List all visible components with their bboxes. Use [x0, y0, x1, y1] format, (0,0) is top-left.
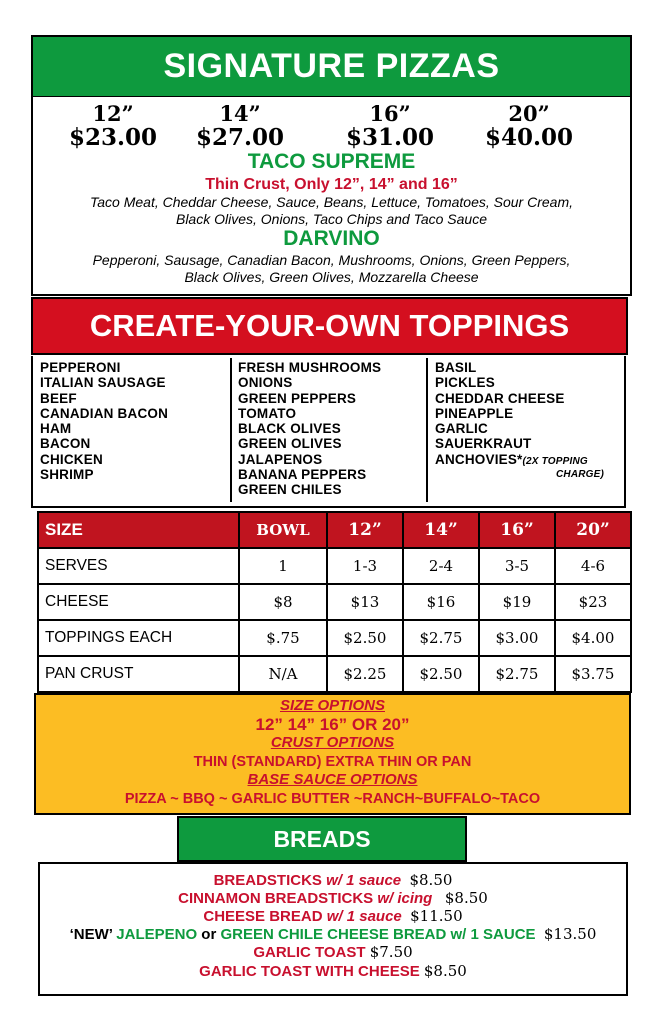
topping-item: PINEAPPLE [435, 405, 514, 421]
table-header-cell: 16” [479, 512, 555, 548]
table-cell: $.75 [239, 620, 327, 656]
sauce-options-values: PIZZA ~ BBQ ~ GARLIC BUTTER ~RANCH~BUFFALO~TACO [124, 790, 541, 807]
table-cell: 1-3 [327, 548, 403, 584]
breads-box [38, 862, 628, 996]
bread-item: GARLIC TOAST WITH CHEESE $8.50 [199, 962, 467, 980]
topping-item: SHRIMP [40, 467, 94, 483]
topping-item: GREEN PEPPERS [238, 390, 357, 406]
toppings-box [31, 356, 626, 508]
table-cell: $2.50 [327, 620, 403, 656]
topping-item: CHEDDAR CHEESE [435, 390, 565, 406]
topping-item: FRESH MUSHROOMS [238, 360, 382, 375]
topping-item: GREEN OLIVES [238, 436, 342, 452]
bread-item: BREADSTICKS w/ 1 sauce $8.50 [213, 871, 453, 889]
topping-item: ONIONS [238, 375, 293, 391]
table-cell: $2.50 [403, 656, 479, 692]
table-row [38, 656, 631, 692]
table-cell: 1 [239, 548, 327, 584]
bread-price: $11.50 [410, 907, 463, 925]
column-divider [426, 358, 428, 502]
pizza-name-darvino: DARVINO [283, 227, 380, 250]
topping-item: PEPPERONI [40, 360, 121, 375]
bread-price: $7.50 [369, 943, 413, 961]
crust-options-title: CRUST OPTIONS [270, 734, 395, 751]
size-price-14: 14” $27.00 [195, 101, 285, 151]
table-cell: $16 [403, 584, 479, 620]
table-cell: $8 [239, 584, 327, 620]
topping-item: GARLIC [435, 421, 488, 437]
size-options-title: SIZE OPTIONS [279, 697, 385, 714]
topping-item: JALAPENOS [238, 451, 323, 467]
pizza-name-taco-supreme: TACO SUPREME [247, 150, 416, 173]
topping-item: GREEN CHILES [238, 482, 342, 498]
anchovies-charge-note: (2X TOPPING [522, 455, 588, 467]
topping-item: BANANA PEPPERS [238, 467, 367, 483]
table-cell: TOPPINGS EACH [38, 620, 239, 656]
pizza-description-line: Pepperoni, Sausage, Canadian Bacon, Mushrooms, Onions, Green Peppers, [92, 252, 571, 268]
bread-price: $8.50 [444, 889, 488, 907]
table-cell: $3.75 [555, 656, 631, 692]
table-cell: 3-5 [479, 548, 555, 584]
section-title: BREADS [273, 825, 371, 852]
topping-item: CHICKEN [40, 451, 103, 467]
table-cell: CHEESE [38, 584, 239, 620]
toppings-column-1 [40, 360, 168, 482]
topping-item: HAM [40, 421, 72, 437]
table-cell: PAN CRUST [38, 656, 239, 692]
topping-item: BASIL [435, 360, 477, 375]
table-cell: $13 [327, 584, 403, 620]
table-cell: $4.00 [555, 620, 631, 656]
bread-price: $13.50 [543, 925, 597, 943]
table-header-row [38, 512, 631, 548]
table-row [38, 584, 631, 620]
bread-item: ‘NEW’ JALEPENO or GREEN CHILE CHEESE BREAD w/ 1 SAUCE $13.50 [69, 925, 597, 943]
pizza-description-line: Black Olives, Green Olives, Mozzarella Cheese [184, 269, 479, 285]
crust-options-values: THIN (STANDARD) EXTRA THIN OR PAN [193, 753, 472, 770]
anchovies-charge-note: CHARGE) [556, 469, 605, 481]
signature-pizzas-box [31, 97, 632, 296]
toppings-column-3 [435, 360, 604, 481]
table-cell: $3.00 [479, 620, 555, 656]
size-price-16: 16” $31.00 [345, 101, 435, 151]
table-header-cell: 20” [555, 512, 631, 548]
signature-pizzas-header [31, 35, 632, 98]
topping-item: CANADIAN BACON [40, 405, 169, 421]
options-box [34, 693, 631, 815]
table-cell: SERVES [38, 548, 239, 584]
table-header-cell: 12” [327, 512, 403, 548]
pizza-description-line: Black Olives, Onions, Taco Chips and Taco Sauce [175, 211, 488, 227]
topping-item: BLACK OLIVES [238, 421, 341, 437]
pizza-description-line: Taco Meat, Cheddar Cheese, Sauce, Beans, Lettuce, Tomatoes, Sour Cream, [89, 194, 573, 210]
bread-item: GARLIC TOAST $7.50 [253, 943, 413, 961]
table-cell: 2-4 [403, 548, 479, 584]
breads-header [177, 816, 467, 862]
table-header-cell: SIZE [38, 512, 239, 548]
price-table [37, 511, 632, 693]
topping-item: BACON [40, 436, 91, 452]
bread-price: $8.50 [409, 871, 453, 889]
topping-item: SAUERKRAUT [435, 436, 532, 452]
toppings-column-2 [238, 360, 381, 498]
bread-item: CHEESE BREAD w/ 1 sauce $11.50 [203, 907, 463, 925]
topping-item-anchovies: ANCHOVIES*(2X TOPPING [435, 451, 588, 467]
table-row [38, 620, 631, 656]
table-cell: N/A [239, 656, 327, 692]
bread-item: CINNAMON BREADSTICKS w/ icing $8.50 [178, 889, 488, 907]
table-cell: 4-6 [555, 548, 631, 584]
size-price-20: 20” $40.00 [484, 101, 574, 151]
table-row [38, 548, 631, 584]
topping-item: BEEF [40, 390, 77, 406]
bread-price: $8.50 [423, 962, 467, 980]
section-title: CREATE-YOUR-OWN TOPPINGS [89, 308, 570, 343]
table-header-cell: BOWL [239, 512, 327, 548]
toppings-header [31, 297, 628, 355]
column-divider [230, 358, 232, 502]
table-header-cell: 14” [403, 512, 479, 548]
section-title: SIGNATURE PIZZAS [163, 47, 500, 85]
table-cell: $2.25 [327, 656, 403, 692]
table-cell: $2.75 [403, 620, 479, 656]
table-cell: $19 [479, 584, 555, 620]
table-cell: $2.75 [479, 656, 555, 692]
table-cell: $23 [555, 584, 631, 620]
size-price-12: 12” $23.00 [68, 101, 158, 151]
pizza-note: Thin Crust, Only 12”, 14” and 16” [205, 176, 458, 193]
topping-item: PICKLES [435, 375, 495, 391]
topping-item: ITALIAN SAUSAGE [40, 375, 166, 391]
size-options-values: 12” 14” 16” OR 20” [255, 714, 410, 734]
sauce-options-title: BASE SAUCE OPTIONS [247, 771, 418, 788]
topping-item: TOMATO [238, 405, 297, 421]
